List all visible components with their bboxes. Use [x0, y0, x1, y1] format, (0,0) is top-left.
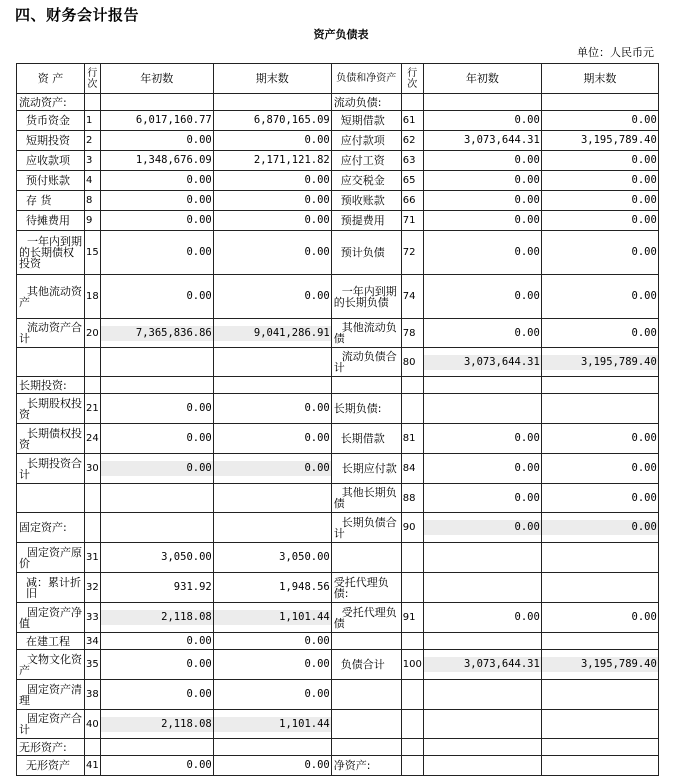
table-row: [17, 191, 659, 211]
liability-begin-value: [423, 680, 541, 710]
liability-end-value: 3,195,789.40: [541, 650, 658, 680]
asset-line-no: 41: [85, 756, 101, 776]
asset-line-no: 3: [85, 151, 101, 171]
table-row: [17, 131, 659, 151]
liability-line-no: 90: [401, 513, 423, 543]
liability-begin-value: 0.00: [423, 191, 541, 211]
liability-line-no: [401, 756, 423, 776]
asset-line-no: 24: [85, 424, 101, 454]
liability-line-no: [401, 377, 423, 394]
asset-label: 减：累计折旧: [17, 573, 85, 603]
asset-begin-value: 2,118.08: [100, 603, 213, 633]
asset-end-value: 6,870,165.09: [213, 111, 331, 131]
asset-end-value: 1,101.44: [213, 603, 331, 633]
asset-begin-value: 0.00: [100, 756, 213, 776]
liability-line-no: 91: [401, 603, 423, 633]
asset-end-value: [213, 739, 331, 756]
liability-label: 净资产:: [331, 756, 401, 776]
liability-begin-value: [423, 633, 541, 650]
liability-end-value: 0.00: [541, 111, 658, 131]
asset-line-no: 33: [85, 603, 101, 633]
liability-end-value: 0.00: [541, 231, 658, 275]
asset-line-no: [85, 377, 101, 394]
asset-end-value: 0.00: [213, 191, 331, 211]
liability-begin-value: 0.00: [423, 151, 541, 171]
table-row: [17, 394, 659, 424]
balance-sheet-table: [16, 63, 659, 776]
asset-begin-value: 7,365,836.86: [100, 319, 213, 348]
asset-label: 其他流动资产: [17, 275, 85, 319]
liability-end-value: 0.00: [541, 603, 658, 633]
liability-begin-value: [423, 394, 541, 424]
liability-line-no: [401, 739, 423, 756]
asset-end-value: 0.00: [213, 211, 331, 231]
asset-line-no: 9: [85, 211, 101, 231]
asset-line-no: 2: [85, 131, 101, 151]
liability-label: 长期负债合计: [331, 513, 401, 543]
liability-label: 一年内到期的长期负债: [331, 275, 401, 319]
asset-label: 预付账款: [17, 171, 85, 191]
table-row: [17, 171, 659, 191]
table-row: [17, 484, 659, 513]
liability-end-value: 0.00: [541, 191, 658, 211]
table-row: [17, 680, 659, 710]
table-row: [17, 211, 659, 231]
liability-line-no: 88: [401, 484, 423, 513]
table-row: [17, 513, 659, 543]
sheet-title: 资产负债表: [313, 28, 369, 41]
liability-end-value: [541, 543, 658, 573]
liability-end-value: 0.00: [541, 319, 658, 348]
asset-line-no: [85, 513, 101, 543]
asset-label: 流动资产合计: [17, 319, 85, 348]
liability-label: 应付款项: [331, 131, 401, 151]
liability-label: 应付工资: [331, 151, 401, 171]
asset-label: 长期投资:: [17, 377, 85, 394]
liability-label: 受托代理负债: [331, 603, 401, 633]
asset-label: 短期投资: [17, 131, 85, 151]
liability-label: [331, 680, 401, 710]
asset-begin-value: [100, 348, 213, 377]
table-row: [17, 319, 659, 348]
table-row: [17, 603, 659, 633]
asset-label: 流动资产:: [17, 94, 85, 111]
asset-label: 应收款项: [17, 151, 85, 171]
table-row: [17, 454, 659, 484]
liability-label: 预收账款: [331, 191, 401, 211]
asset-label: 固定资产:: [17, 513, 85, 543]
liability-line-no: 72: [401, 231, 423, 275]
liability-end-value: [541, 394, 658, 424]
liability-line-no: 62: [401, 131, 423, 151]
asset-line-no: 35: [85, 650, 101, 680]
currency-unit: 单位：人民币元: [577, 46, 654, 59]
table-row: [17, 231, 659, 275]
liability-begin-value: [423, 756, 541, 776]
asset-line-no: 15: [85, 231, 101, 275]
table-row: [17, 377, 659, 394]
liability-label: [331, 739, 401, 756]
asset-label: 长期投资合计: [17, 454, 85, 484]
liability-end-value: [541, 756, 658, 776]
asset-begin-value: 0.00: [100, 424, 213, 454]
asset-line-no: 31: [85, 543, 101, 573]
liability-line-no: 78: [401, 319, 423, 348]
table-row: [17, 111, 659, 131]
asset-end-value: 1,101.44: [213, 710, 331, 739]
header-end-right: 期末数: [541, 64, 658, 94]
table-row: [17, 739, 659, 756]
asset-begin-value: [100, 94, 213, 111]
asset-end-value: 0.00: [213, 424, 331, 454]
liability-begin-value: 3,073,644.31: [423, 348, 541, 377]
asset-label: 固定资产合计: [17, 710, 85, 739]
asset-begin-value: 1,348,676.09: [100, 151, 213, 171]
asset-end-value: 0.00: [213, 275, 331, 319]
liability-end-value: 0.00: [541, 171, 658, 191]
liability-label: 长期借款: [331, 424, 401, 454]
liability-end-value: [541, 573, 658, 603]
asset-end-value: 0.00: [213, 171, 331, 191]
header-line-no: 行次: [85, 64, 101, 94]
asset-line-no: 20: [85, 319, 101, 348]
table-row: [17, 543, 659, 573]
table-row: [17, 94, 659, 111]
liability-line-no: 81: [401, 424, 423, 454]
liability-begin-value: 0.00: [423, 454, 541, 484]
liability-end-value: 3,195,789.40: [541, 131, 658, 151]
liability-end-value: [541, 94, 658, 111]
liability-begin-value: 0.00: [423, 231, 541, 275]
liability-begin-value: 0.00: [423, 319, 541, 348]
report-section-heading: 四、财务会计报告: [15, 6, 140, 24]
asset-begin-value: 0.00: [100, 275, 213, 319]
liability-begin-value: [423, 710, 541, 739]
liability-label: 流动负债合计: [331, 348, 401, 377]
liability-label: 受托代理负债:: [331, 573, 401, 603]
asset-line-no: 18: [85, 275, 101, 319]
asset-end-value: 0.00: [213, 131, 331, 151]
liability-line-no: 71: [401, 211, 423, 231]
liability-end-value: [541, 739, 658, 756]
asset-line-no: [85, 94, 101, 111]
asset-begin-value: 931.92: [100, 573, 213, 603]
liability-label: 预提费用: [331, 211, 401, 231]
liability-end-value: 0.00: [541, 424, 658, 454]
liability-end-value: [541, 710, 658, 739]
asset-label: 固定资产清理: [17, 680, 85, 710]
liability-end-value: 3,195,789.40: [541, 348, 658, 377]
header-liabilities: 负债和净资产: [331, 64, 401, 94]
liability-line-no: [401, 633, 423, 650]
asset-begin-value: 0.00: [100, 394, 213, 424]
asset-end-value: 0.00: [213, 756, 331, 776]
asset-label: 货币资金: [17, 111, 85, 131]
asset-begin-value: 0.00: [100, 231, 213, 275]
asset-label: 长期债权投资: [17, 424, 85, 454]
header-begin-right: 年初数: [423, 64, 541, 94]
asset-begin-value: 0.00: [100, 211, 213, 231]
asset-end-value: [213, 484, 331, 513]
asset-begin-value: [100, 377, 213, 394]
table-row: [17, 151, 659, 171]
liability-line-no: 100: [401, 650, 423, 680]
liability-begin-value: [423, 739, 541, 756]
liability-label: 长期应付款: [331, 454, 401, 484]
liability-end-value: 0.00: [541, 211, 658, 231]
liability-end-value: [541, 633, 658, 650]
table-row: [17, 573, 659, 603]
asset-line-no: 1: [85, 111, 101, 131]
liability-line-no: [401, 573, 423, 603]
liability-begin-value: 0.00: [423, 171, 541, 191]
liability-end-value: [541, 680, 658, 710]
liability-label: 长期负债:: [331, 394, 401, 424]
liability-end-value: 0.00: [541, 275, 658, 319]
asset-line-no: [85, 348, 101, 377]
asset-line-no: 8: [85, 191, 101, 211]
asset-line-no: [85, 484, 101, 513]
asset-end-value: 0.00: [213, 231, 331, 275]
liability-begin-value: [423, 573, 541, 603]
liability-begin-value: [423, 543, 541, 573]
asset-end-value: 1,948.56: [213, 573, 331, 603]
asset-end-value: 9,041,286.91: [213, 319, 331, 348]
asset-line-no: [85, 739, 101, 756]
liability-label: [331, 377, 401, 394]
header-begin: 年初数: [100, 64, 213, 94]
liability-begin-value: 3,073,644.31: [423, 650, 541, 680]
liability-line-no: 63: [401, 151, 423, 171]
liability-end-value: [541, 377, 658, 394]
liability-begin-value: 0.00: [423, 111, 541, 131]
liability-begin-value: 0.00: [423, 211, 541, 231]
asset-line-no: 21: [85, 394, 101, 424]
liability-line-no: 74: [401, 275, 423, 319]
table-body: [17, 94, 659, 776]
asset-end-value: [213, 94, 331, 111]
table-row: [17, 348, 659, 377]
liability-label: 应交税金: [331, 171, 401, 191]
asset-end-value: 0.00: [213, 650, 331, 680]
asset-label: [17, 484, 85, 513]
asset-end-value: [213, 377, 331, 394]
liability-line-no: 80: [401, 348, 423, 377]
asset-end-value: 0.00: [213, 680, 331, 710]
table-row: [17, 633, 659, 650]
asset-line-no: 4: [85, 171, 101, 191]
liability-label: 其他长期负债: [331, 484, 401, 513]
liability-end-value: 0.00: [541, 151, 658, 171]
asset-begin-value: 0.00: [100, 191, 213, 211]
asset-line-no: 34: [85, 633, 101, 650]
liability-line-no: 65: [401, 171, 423, 191]
liability-begin-value: [423, 377, 541, 394]
liability-label: 流动负债:: [331, 94, 401, 111]
asset-begin-value: 0.00: [100, 171, 213, 191]
asset-line-no: 40: [85, 710, 101, 739]
asset-label: 无形资产:: [17, 739, 85, 756]
asset-label: 固定资产原价: [17, 543, 85, 573]
header-line-no-right: 行次: [401, 64, 423, 94]
asset-end-value: 2,171,121.82: [213, 151, 331, 171]
liability-end-value: 0.00: [541, 484, 658, 513]
asset-end-value: 0.00: [213, 394, 331, 424]
liability-label: 短期借款: [331, 111, 401, 131]
liability-line-no: [401, 710, 423, 739]
liability-begin-value: 3,073,644.31: [423, 131, 541, 151]
table-row: [17, 275, 659, 319]
liability-line-no: 61: [401, 111, 423, 131]
asset-label: 在建工程: [17, 633, 85, 650]
liability-line-no: [401, 543, 423, 573]
asset-line-no: 38: [85, 680, 101, 710]
liability-label: [331, 543, 401, 573]
asset-end-value: 0.00: [213, 454, 331, 484]
asset-label: 长期股权投资: [17, 394, 85, 424]
asset-label: 固定资产净值: [17, 603, 85, 633]
liability-label: 负债合计: [331, 650, 401, 680]
asset-begin-value: 6,017,160.77: [100, 111, 213, 131]
liability-end-value: 0.00: [541, 513, 658, 543]
liability-label: 预计负债: [331, 231, 401, 275]
asset-end-value: 0.00: [213, 633, 331, 650]
liability-begin-value: 0.00: [423, 484, 541, 513]
asset-begin-value: 0.00: [100, 633, 213, 650]
header-assets: 资 产: [17, 64, 85, 94]
liability-label: [331, 633, 401, 650]
liability-begin-value: 0.00: [423, 424, 541, 454]
asset-begin-value: 3,050.00: [100, 543, 213, 573]
asset-begin-value: 0.00: [100, 131, 213, 151]
asset-label: 文物文化资产: [17, 650, 85, 680]
liability-label: 其他流动负债: [331, 319, 401, 348]
asset-line-no: 32: [85, 573, 101, 603]
liability-begin-value: 0.00: [423, 603, 541, 633]
header-end: 期末数: [213, 64, 331, 94]
asset-line-no: 30: [85, 454, 101, 484]
asset-label: 存 货: [17, 191, 85, 211]
asset-label: 无形资产: [17, 756, 85, 776]
table-header-row: [17, 64, 659, 94]
asset-label: [17, 348, 85, 377]
liability-line-no: [401, 680, 423, 710]
table-row: [17, 710, 659, 739]
liability-begin-value: 0.00: [423, 513, 541, 543]
asset-end-value: 3,050.00: [213, 543, 331, 573]
liability-end-value: 0.00: [541, 454, 658, 484]
asset-begin-value: 2,118.08: [100, 710, 213, 739]
asset-begin-value: 0.00: [100, 650, 213, 680]
liability-line-no: 84: [401, 454, 423, 484]
liability-begin-value: [423, 94, 541, 111]
asset-label: 一年内到期的长期债权投资: [17, 231, 85, 275]
asset-begin-value: 0.00: [100, 454, 213, 484]
liability-begin-value: 0.00: [423, 275, 541, 319]
table-row: [17, 756, 659, 776]
table-row: [17, 424, 659, 454]
asset-begin-value: [100, 513, 213, 543]
asset-begin-value: [100, 739, 213, 756]
asset-end-value: [213, 348, 331, 377]
asset-begin-value: 0.00: [100, 680, 213, 710]
liability-line-no: 66: [401, 191, 423, 211]
asset-label: 待摊费用: [17, 211, 85, 231]
asset-end-value: [213, 513, 331, 543]
liability-line-no: [401, 94, 423, 111]
asset-begin-value: [100, 484, 213, 513]
liability-line-no: [401, 394, 423, 424]
liability-label: [331, 710, 401, 739]
table-row: [17, 650, 659, 680]
